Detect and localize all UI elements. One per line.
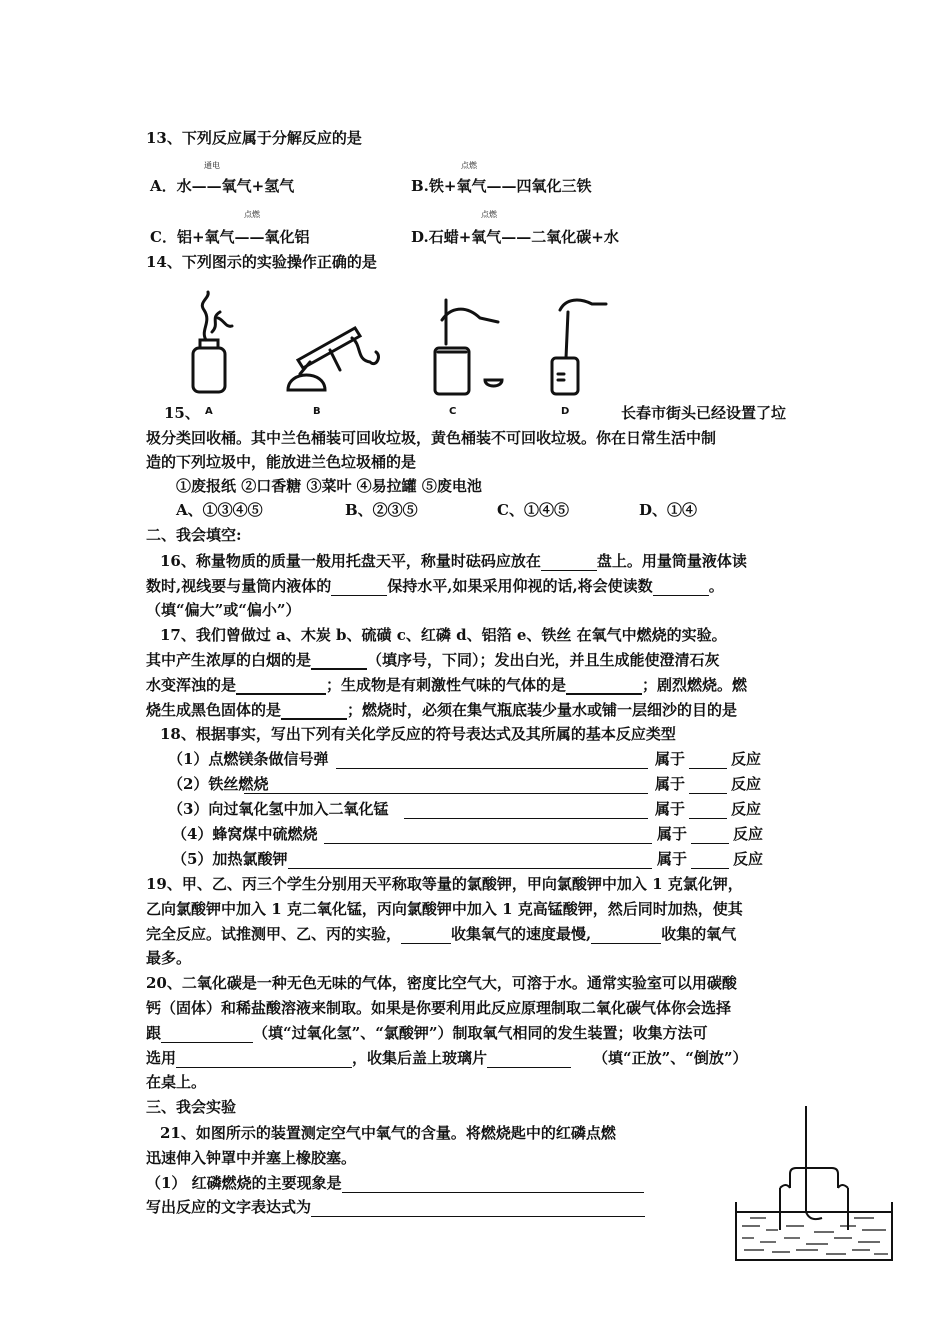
q19-blank-1[interactable]: [401, 928, 451, 944]
q19-line4: 最多。: [146, 949, 192, 967]
figure-label-a: A: [205, 406, 213, 417]
q21-blank-1[interactable]: [342, 1177, 644, 1193]
q15-option-c: C、①④⑤: [497, 501, 569, 519]
q15-option-a: A、①③④⑤: [176, 501, 263, 519]
q15-option-b: B、②③⑤: [345, 501, 418, 519]
q20-text-4c: （填“正放”、“倒放”）: [593, 1049, 748, 1067]
q19-line3: [146, 924, 736, 944]
q17-line2: [146, 650, 720, 670]
q18-item-5-label: （5）加热氯酸钾: [172, 850, 288, 868]
q18-belongs-label: 属于: [655, 800, 686, 818]
q18-item-5-type: [657, 849, 763, 869]
q18-item-1-type: [655, 749, 761, 769]
q13-option-d: D.石蜡+氧气——二氧化碳+水: [411, 228, 619, 246]
q20-line3: [146, 1023, 708, 1043]
q16-blank-2[interactable]: [331, 580, 387, 596]
q20-blank-1[interactable]: [161, 1027, 253, 1043]
q18-item-3-equation-blank[interactable]: [404, 803, 648, 819]
q17-blank-1[interactable]: [311, 653, 367, 670]
q20-line5: 在桌上。: [146, 1073, 207, 1091]
q16-blank-1[interactable]: [541, 555, 597, 571]
q13-d-condition: 点燃: [481, 210, 497, 219]
q16-text-2c: 。: [708, 577, 724, 595]
q17-blank-4[interactable]: [281, 703, 347, 720]
q18-reaction-label: 反应: [733, 825, 764, 843]
q19-text-3a: 完全反应。试推测甲、乙、丙的实验，: [146, 925, 402, 943]
q17-blank-2[interactable]: [236, 678, 326, 695]
q21-line4: [146, 1197, 645, 1217]
q13-b-condition: 点燃: [461, 161, 477, 170]
q19-line1: 19、甲、乙、丙三个学生分别用天平称取等量的氯酸钾，甲向氯酸钾中加入 1 克氯化钾，: [146, 875, 743, 893]
q21-line3: [146, 1173, 644, 1193]
figure-label-b: B: [313, 406, 321, 417]
q20-text-4a: 选用: [146, 1049, 177, 1067]
q16-line1: [160, 551, 747, 571]
q15-items: ①废报纸 ②口香糖 ③菜叶 ④易拉罐 ⑤废电池: [176, 477, 482, 495]
q20-line4: [146, 1048, 748, 1068]
q18-item-1-type-blank[interactable]: [689, 753, 727, 769]
q20-text-3a: 跟: [146, 1024, 162, 1042]
q20-text-4b: ，收集后盖上玻璃片: [352, 1049, 488, 1067]
figure-label-c: C: [449, 406, 457, 417]
q17-text-3b: ；生成物是有刺激性气味的气体的是: [326, 676, 567, 694]
q18-item-1: [168, 749, 648, 769]
q19-text-3b: 收集氧气的速度最慢,: [451, 925, 592, 943]
q18-item-3: [168, 799, 648, 819]
q17-text-2a: 其中产生浓厚的白烟的是: [146, 651, 312, 669]
q21-bell-jar-apparatus-figure: [730, 1102, 898, 1264]
q18-item-2-type-blank[interactable]: [689, 778, 727, 794]
q16-text-2a: 数时,视线要与量筒内液体的: [146, 577, 332, 595]
q21-line2: 迅速伸入钟罩中并塞上橡胶塞。: [146, 1149, 357, 1167]
q14-lab-operations-figure: [180, 290, 630, 420]
q16-text-2b: 保持水平,如果采用仰视的话,将会使读数: [387, 577, 653, 595]
q17-line3: [146, 675, 747, 695]
q15-line3: 造的下列垃圾中，能放进兰色垃圾桶的是: [146, 453, 417, 471]
q17-text-3a: 水变浑浊的是: [146, 676, 237, 694]
q18-item-3-label: （3）向过氧化氢中加入二氧化锰: [168, 800, 389, 818]
q18-belongs-label: 属于: [657, 825, 688, 843]
q18-item-2-type: [655, 774, 761, 794]
q18-item-5-type-blank[interactable]: [691, 853, 729, 869]
q18-item-5: [172, 849, 652, 869]
figure-b-heating: [288, 328, 378, 390]
q18-stem: 18、根据事实，写出下列有关化学反应的符号表达式及其所属的基本反应类型: [160, 725, 676, 743]
q15-line2: 圾分类回收桶。其中兰色桶装可回收垃圾，黄色桶装不可回收垃圾。你在日常生活中制: [146, 429, 717, 447]
q17-line4: [146, 700, 737, 720]
q20-text-3b: （填“过氧化氢”、“氯酸钾”）制取氧气相同的发生装置；收集方法可: [253, 1024, 708, 1042]
q18-item-2: [168, 774, 648, 794]
q17-text-4b: ；燃烧时，必须在集气瓶底装少量水或铺一层细沙的目的是: [347, 701, 738, 719]
q15-option-d: D、①④: [639, 501, 698, 519]
q16-text-1a: 16、称量物质的质量一般用托盘天平，称量时砝码应放在: [160, 552, 541, 570]
q19-text-3c: 收集的氧气: [661, 925, 737, 943]
q18-item-4-type: [657, 824, 763, 844]
q18-item-4-equation-blank[interactable]: [324, 828, 652, 844]
q18-item-1-label: （1）点燃镁条做信号弹: [168, 750, 329, 768]
figure-label-d: D: [561, 406, 570, 417]
q16-line2: [146, 576, 724, 596]
q19-line2: 乙向氯酸钾中加入 1 克二氧化锰，丙向氯酸钾中加入 1 克高锰酸钾，然后同时加热，使其: [146, 900, 743, 918]
q18-belongs-label: 属于: [655, 750, 686, 768]
q18-item-3-type-blank[interactable]: [689, 803, 727, 819]
section-2-heading: 二、我会填空:: [146, 526, 242, 544]
q18-reaction-label: 反应: [731, 800, 762, 818]
q16-blank-3[interactable]: [653, 580, 709, 596]
section-3-heading: 三、我会实验: [146, 1098, 237, 1116]
q14-stem: 14、下列图示的实验操作正确的是: [146, 253, 377, 271]
q20-blank-2[interactable]: [176, 1052, 352, 1068]
q20-blank-3[interactable]: [487, 1052, 571, 1068]
q18-item-4-label: （4）蜂窝煤中硫燃烧: [172, 825, 318, 843]
q18-item-1-equation-blank[interactable]: [336, 753, 648, 769]
q15-number: 15、: [164, 404, 200, 422]
q13-option-c: C．铝+氧气——氧化铝: [150, 228, 310, 246]
q21-line1: 21、如图所示的装置测定空气中氧气的含量。将燃烧匙中的红磷点燃: [160, 1124, 616, 1142]
q20-line2: 钙（固体）和稀盐酸溶液来制取。如果是你要利用此反应原理制取二氧化碳气体你会选择: [146, 999, 732, 1017]
q21-text-3: （1） 红磷燃烧的主要现象是: [146, 1174, 342, 1192]
q13-option-a: A．水——氧气+氢气: [150, 177, 295, 195]
q21-text-4: 写出反应的文字表达式为: [146, 1198, 312, 1216]
q17-text-2b: （填序号，下同）；发出白光，并且生成能使澄清石灰: [367, 651, 720, 669]
q15-line1: 长春市街头已经设置了垃: [621, 404, 787, 422]
q18-item-4-type-blank[interactable]: [691, 828, 729, 844]
q13-option-b: B.铁+氧气——四氧化三铁: [411, 177, 592, 195]
q18-item-4: [172, 824, 652, 844]
q16-line3: （填“偏大”或“偏小”）: [146, 601, 301, 619]
q18-belongs-label: 属于: [657, 850, 688, 868]
q17-line1: 17、我们曾做过 a、木炭 b、硫磺 c、红磷 d、铝箔 e、铁丝 在氧气中燃烧的实验。: [160, 626, 727, 644]
q18-belongs-label: 属于: [655, 775, 686, 793]
q18-reaction-label: 反应: [733, 850, 764, 868]
q20-line1: 20、二氧化碳是一种无色无味的气体，密度比空气大，可溶于水。通常实验室可以用碳酸: [146, 974, 737, 992]
q16-text-1b: 盘上。用量筒量液体读: [596, 552, 747, 570]
q17-text-3c: ；剧烈燃烧。燃: [642, 676, 748, 694]
q21-blank-2[interactable]: [311, 1201, 645, 1217]
q18-item-5-equation-blank[interactable]: [288, 853, 652, 869]
q18-reaction-label: 反应: [731, 750, 762, 768]
q19-blank-2[interactable]: [591, 928, 661, 944]
q13-c-condition: 点燃: [244, 210, 260, 219]
q18-item-2-label: （2）铁丝燃烧: [168, 775, 269, 793]
q13-a-condition: 通电: [204, 161, 220, 170]
q18-item-3-type: [655, 799, 761, 819]
q17-blank-3[interactable]: [566, 678, 642, 695]
q18-reaction-label: 反应: [731, 775, 762, 793]
q17-text-4a: 烧生成黑色固体的是: [146, 701, 282, 719]
q13-stem: 13、下列反应属于分解反应的是: [146, 129, 362, 147]
figure-d-dropper: [552, 300, 606, 394]
figure-c-pouring: [435, 300, 502, 394]
figure-a-bottle: [193, 292, 232, 392]
q18-item-2-equation-blank[interactable]: [244, 778, 648, 794]
